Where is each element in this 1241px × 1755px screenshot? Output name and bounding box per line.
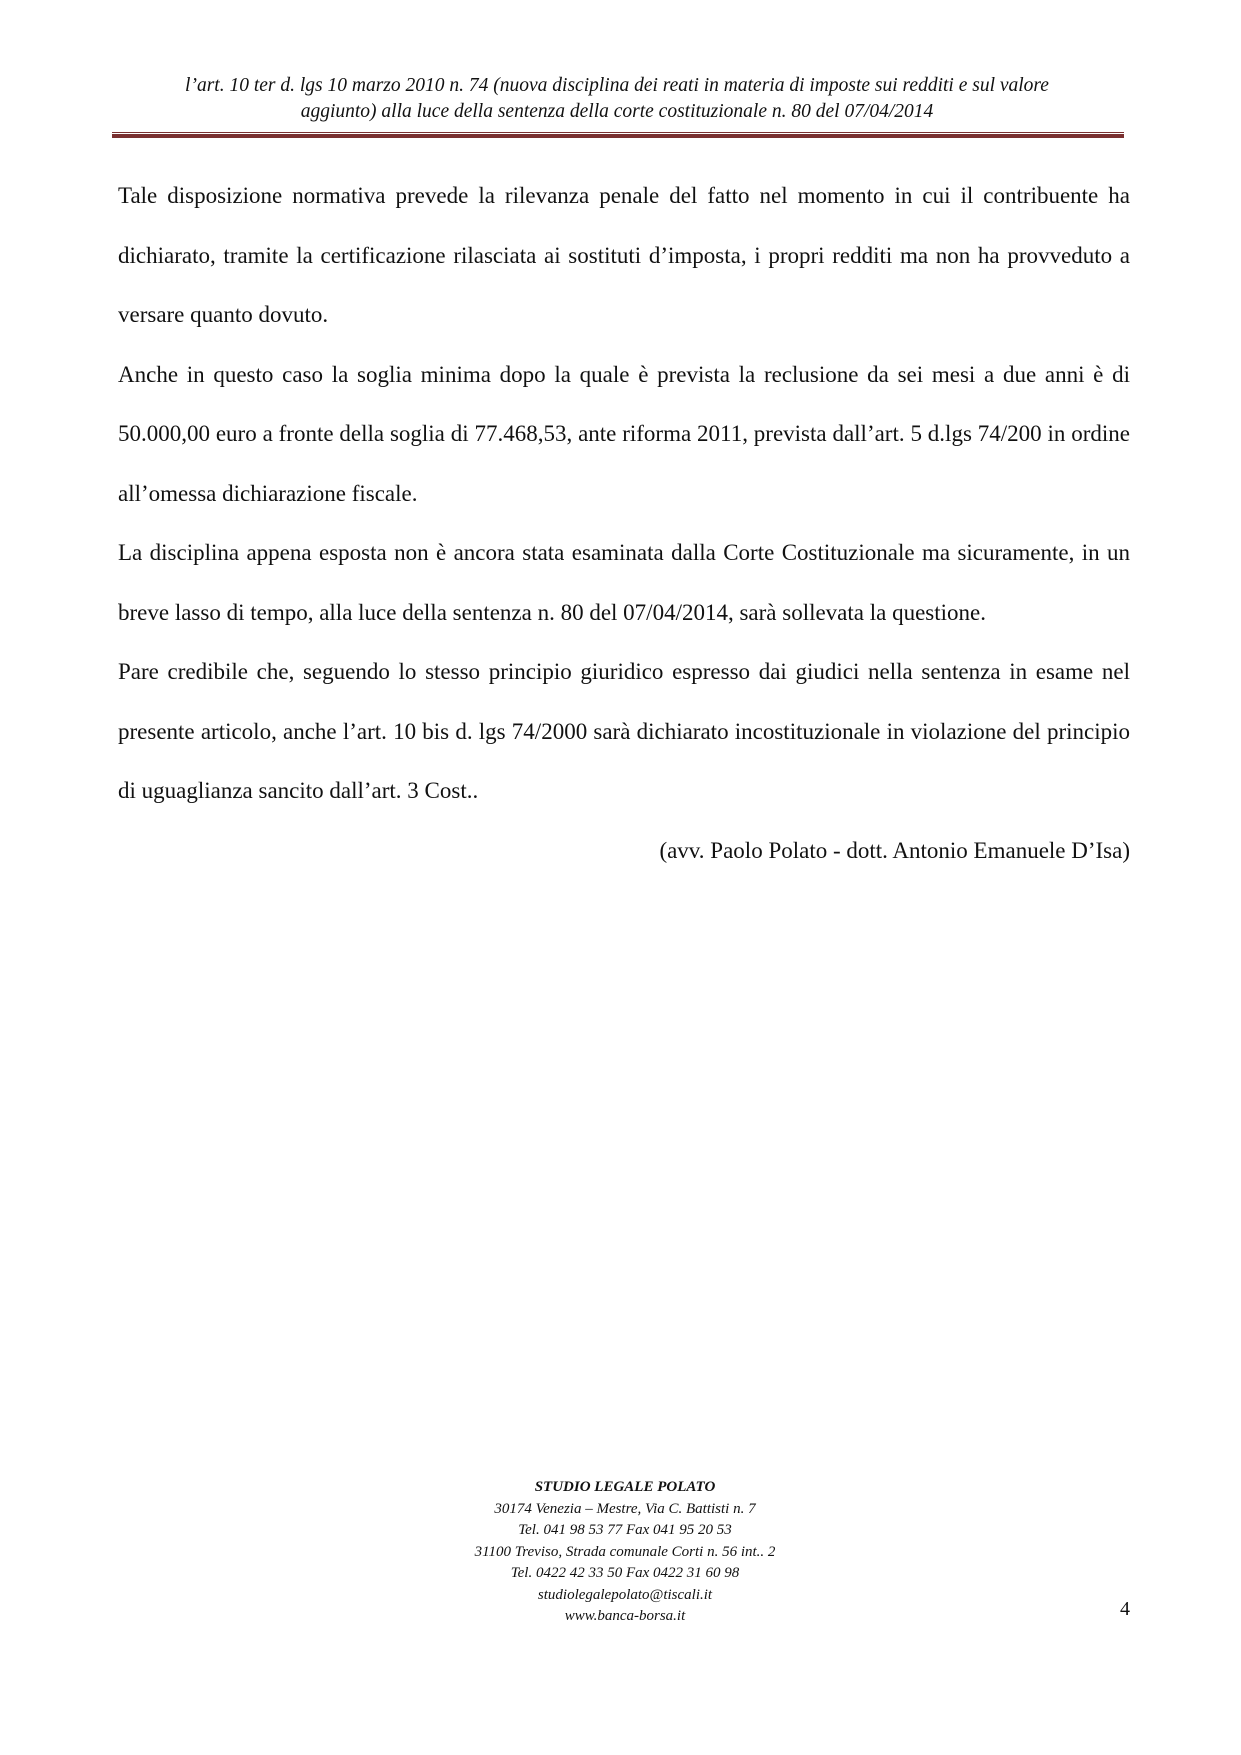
header-divider-thin-line	[112, 132, 1124, 133]
header-title-line-2: aggiunto) alla luce della sentenza della corte costituzionale n. 80 del 07/04/2014	[300, 101, 934, 122]
author-signature: (avv. Paolo Polato - dott. Antonio Emanuele D’Isa)	[659, 837, 1130, 863]
body-paragraph-2: Anche in questo caso la soglia minima dopo la quale è prevista la reclusione da sei mesi a due anni è di 50.000,00 euro a fronte della soglia di 77.468,53, ante riforma 2011, prevista dall’art. 5 d.lgs 74/200 in ordine all’omessa dichiarazione fiscale.	[118, 361, 1130, 506]
footer-phone-venezia: Tel. 041 98 53 77 Fax 041 95 20 53	[518, 1522, 732, 1538]
header-divider	[112, 132, 1124, 138]
footer-address-treviso: 31100 Treviso, Strada comunale Corti n. 56 int.. 2	[474, 1543, 776, 1560]
footer-studio-name: STUDIO LEGALE POLATO	[534, 1479, 716, 1495]
footer-website: www.banca-borsa.it	[564, 1608, 686, 1624]
page-header	[112, 73, 1122, 125]
body-paragraph-4: Pare credibile che, seguendo lo stesso principio giuridico espresso dai giudici nella sentenza in esame nel presente articolo, anche l’art. 10 bis d. lgs 74/2000 sarà dichiarato incostituzionale in violazione del principio di uguaglianza sancito dall’art. 3 Cost..	[118, 659, 1130, 803]
page-number: 4	[1120, 1598, 1130, 1620]
footer-address-venezia: 30174 Venezia – Mestre, Via C. Battisti n. 7	[494, 1500, 756, 1517]
body-paragraph-3: La disciplina appena esposta non è ancora stata esaminata dalla Corte Costituzionale ma sicuramente, in un breve lasso di tempo, alla luce della sentenza n. 80 del 07/04/2014, sarà sollevata la questione.	[118, 540, 1130, 625]
footer-email: studiolegalepolato@tiscali.it	[537, 1586, 713, 1603]
header-title-line-1: l’art. 10 ter d. lgs 10 marzo 2010 n. 74 (nuova disciplina dei reati in materia di imposte sui redditi e sul valore	[185, 75, 1049, 96]
article-body	[118, 166, 1130, 880]
page-footer	[370, 1477, 880, 1628]
header-divider-thick-line	[112, 134, 1124, 138]
body-paragraph-1: Tale disposizione normativa prevede la rilevanza penale del fatto nel momento in cui il contribuente ha dichiarato, tramite la certificazione rilasciata ai sostituti d’imposta, i propri redditi ma non ha provveduto a versare quanto dovuto.	[118, 183, 1130, 327]
footer-phone-treviso: Tel. 0422 42 33 50 Fax 0422 31 60 98	[510, 1565, 740, 1581]
